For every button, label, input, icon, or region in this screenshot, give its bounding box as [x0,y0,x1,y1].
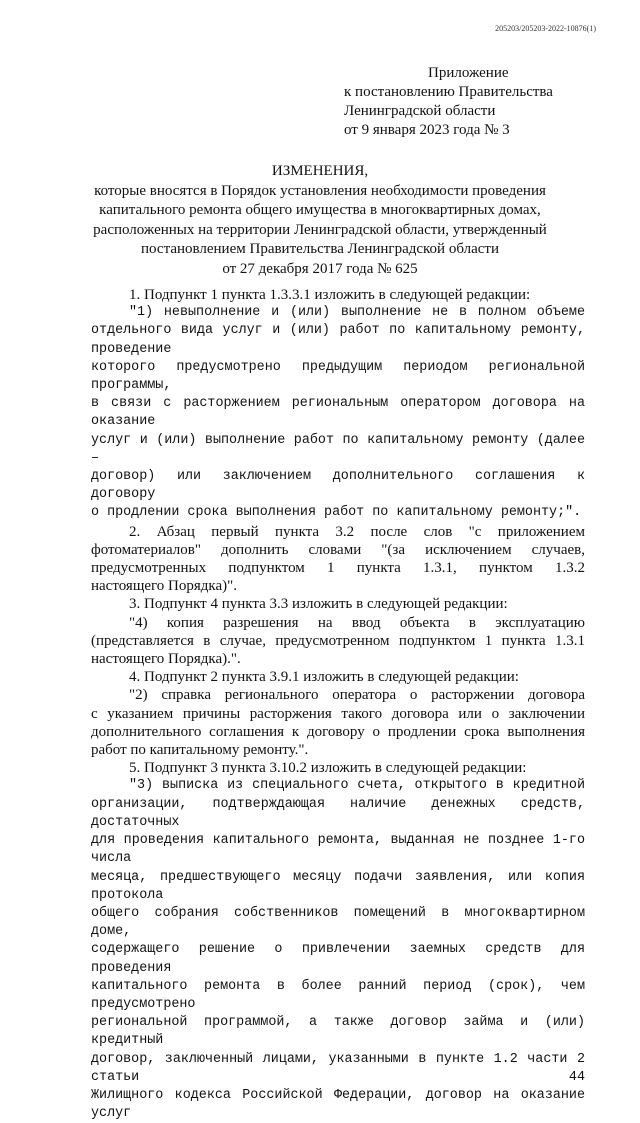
appendix-date-line: от 9 января 2023 года № 3 [344,122,510,138]
item-2-line: предусмотренных подпунктом 1 пункта 1.3.1, пунктом 1.3.2 [91,560,585,577]
item-3: 3. Подпункт 4 пункта 3.3 изложить в следующей редакции: [129,596,508,613]
quote-3 [91,614,585,669]
quote-5-line: содержащего решение о привлечении заемных средств для проведения [91,942,585,976]
title-heading: ИЗМЕНЕНИЯ, [271,163,369,179]
appendix-region-line: Ленинградской области [344,103,496,119]
quote-1-line: услуг и (или) выполнение работ по капитальному ремонту (далее – [91,432,585,466]
item-2 [91,523,585,596]
item-5: 5. Подпункт 3 пункта 3.10.2 изложить в следующей редакции: [129,760,527,777]
item-2-line: фотоматериалов" дополнить словами "(за исключением случаев, [91,541,585,558]
quote-1-line: в связи с расторжением региональным оператором договора на оказание [91,396,585,430]
quote-5-line: "3) выписка из специального счета, открытого в кредитной [129,778,585,794]
quote-1-line: которого предусмотрено предыдущим периодом региональной программы, [91,359,585,394]
quote-4-line: дополнительного соглашения к договору о продлении срока выполнения [91,723,585,740]
quote-3-line: (представляется в случае, предусмотренном подпунктом 1 пункта 1.3.1 [91,632,585,649]
item-2-line: настоящего Порядка)". [91,578,238,595]
title-line-2: капитального ремонта общего имущества в многоквартирных домах, [99,202,541,218]
quote-4-line: "2) справка регионального оператора о расторжении договора [129,687,585,704]
quote-4 [91,686,585,759]
appendix-resolution-line: к постановлению Правительства [344,84,553,100]
title-line-3: расположенных на территории Ленинградской области, утвержденный [93,221,547,238]
quote-5-line: общего собрания собственников помещений в многоквартирном доме, [91,905,585,940]
quote-1-line: о продлении срока выполнения работ по капитальному ремонту;". [91,505,582,521]
title-line-4: постановлением Правительства Ленинградской области [141,241,499,257]
quote-4-line: работ по капитальному ремонту.". [91,742,309,759]
title-line-5: от 27 декабря 2017 года № 625 [222,260,418,277]
item-2-line: 2. Абзац первый пункта 3.2 после слов "с приложением [129,523,585,540]
quote-5-line: договор, заключенный лицами, указанными в пункте 1.2 части 2 статьи 44 [91,1051,585,1085]
item-1: 1. Подпункт 1 пункта 1.3.3.1 изложить в следующей редакции: [129,287,531,303]
quote-5-line: региональной программой, а также договор займа и (или) кредитный [91,1015,585,1049]
quote-1-line: отдельного вида услуг и (или) работ по капитальному ремонту, проведение [91,323,585,357]
quote-1 [91,304,585,522]
quote-4-line: с указанием причины расторжения такого договора или о заключении [91,705,585,722]
document-number: 205203/205203-2022-10876(1) [495,24,596,33]
appendix-block [344,64,553,140]
quote-3-line: "4) копия разрешения на ввод объекта в эксплуатацию [129,614,585,631]
quote-1-line: договор) или заключением дополнительного соглашения к договору [91,469,585,503]
quote-5-line: месяца, предшествующего месяцу подачи заявления, или копия протокола [91,869,585,903]
item-4: 4. Подпункт 2 пункта 3.9.1 изложить в следующей редакции: [129,669,519,686]
quote-5-line: капитального ремонта в более ранний период (срок), чем предусмотрено [91,978,585,1012]
quote-5-line: организации, подтверждающая наличие денежных средств, достаточных [91,796,585,830]
quote-3-line: настоящего Порядка).". [91,651,241,668]
document-title [0,162,640,279]
quote-5 [91,777,585,1123]
quote-5-line: Жилищного кодекса Российской Федерации, договор на оказание услуг [91,1087,585,1122]
document-body [91,286,585,1123]
quote-5-line: для проведения капитального ремонта, выданная не позднее 1-го числа [91,833,585,867]
title-line-1: которые вносятся в Порядок установления необходимости проведения [94,182,546,199]
quote-1-line: "1) невыполнение и (или) выполнение не в полном объеме [129,305,585,321]
appendix-label: Приложение [428,65,509,81]
